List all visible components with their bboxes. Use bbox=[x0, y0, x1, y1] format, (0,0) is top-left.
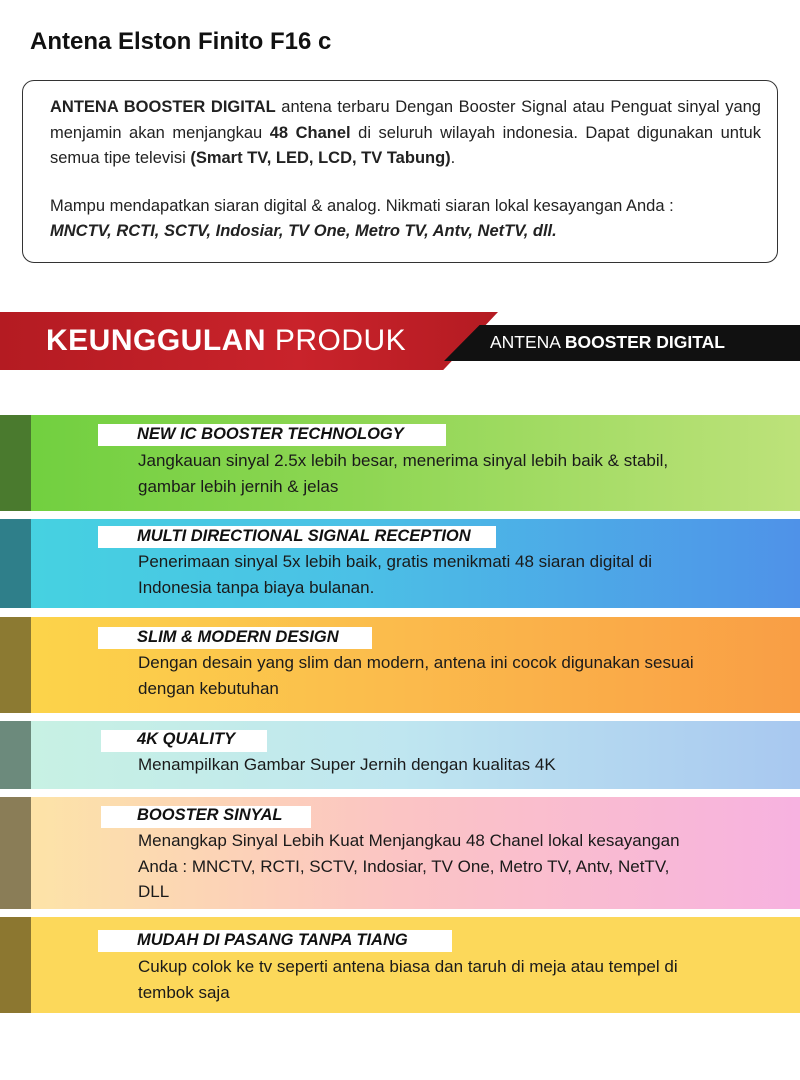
intro-tv-types: (Smart TV, LED, LCD, TV Tabung) bbox=[190, 149, 451, 167]
intro-channel-list: MNCTV, RCTI, SCTV, Indosiar, TV One, Metro TV, Antv, NetTV, dll. bbox=[50, 222, 557, 240]
banner-subtitle-light: ANTENA bbox=[490, 332, 565, 352]
intro-channel-count: 48 Chanel bbox=[269, 123, 351, 142]
banner-title-bold: KEUNGGULAN bbox=[46, 324, 266, 357]
feature-ic-booster bbox=[0, 415, 800, 511]
feature-heading: 4K QUALITY bbox=[137, 730, 236, 748]
section-banner-subtitle bbox=[490, 332, 725, 353]
feature-accent bbox=[0, 519, 31, 608]
intro-end: . bbox=[450, 149, 456, 167]
intro-paragraph-2 bbox=[50, 194, 761, 245]
feature-heading: NEW IC BOOSTER TECHNOLOGY bbox=[137, 425, 404, 443]
feature-heading: BOOSTER SINYAL bbox=[137, 806, 283, 824]
feature-accent bbox=[0, 415, 31, 511]
feature-heading: MULTI DIRECTIONAL SIGNAL RECEPTION bbox=[137, 527, 471, 545]
feature-description: Penerimaan sinyal 5x lebih baik, gratis menikmati 48 siaran digital di Indonesia tanpa biaya bulanan. bbox=[138, 552, 653, 597]
page-title: Antena Elston Finito F16 c bbox=[30, 28, 332, 55]
feature-description: Menampilkan Gambar Super Jernih dengan kualitas 4K bbox=[138, 755, 556, 774]
feature-description: Menangkap Sinyal Lebih Kuat Menjangkau 48 Chanel lokal kesayangan Anda : MNCTV, RCTI, SCTV, Indosiar, TV One, Metro TV, Antv, NetTV, DLL bbox=[138, 831, 680, 901]
feature-mudah-dipasang bbox=[0, 917, 800, 1013]
feature-multi-directional bbox=[0, 519, 800, 608]
feature-description: Dengan desain yang slim dan modern, antena ini cocok digunakan sesuai dengan kebutuhan bbox=[138, 653, 694, 698]
banner-title-light: PRODUK bbox=[266, 324, 407, 357]
feature-accent bbox=[0, 721, 31, 789]
feature-heading: SLIM & MODERN DESIGN bbox=[137, 628, 339, 646]
intro-box bbox=[22, 80, 778, 263]
intro-brand: ANTENA BOOSTER DIGITAL bbox=[50, 98, 276, 116]
feature-accent bbox=[0, 617, 31, 713]
intro-text-1: antena terbaru Dengan Booster Signal atau Penguat sinyal yang menjamin akan menjangkau bbox=[50, 98, 761, 142]
feature-accent bbox=[0, 917, 31, 1013]
feature-heading: MUDAH DI PASANG TANPA TIANG bbox=[137, 931, 408, 949]
section-banner-title bbox=[46, 324, 406, 358]
feature-booster-sinyal bbox=[0, 797, 800, 909]
feature-description: Jangkauan sinyal 2.5x lebih besar, menerima sinyal lebih baik & stabil, gambar lebih jernih & jelas bbox=[138, 451, 669, 496]
feature-accent bbox=[0, 797, 31, 909]
feature-slim-design bbox=[0, 617, 800, 713]
feature-4k-quality bbox=[0, 721, 800, 789]
intro-text-2: di seluruh wilayah indonesia. Dapat digunakan untuk semua tipe televisi bbox=[50, 123, 761, 167]
intro-paragraph-1 bbox=[50, 95, 761, 172]
banner-subtitle-bold: BOOSTER DIGITAL bbox=[564, 332, 725, 352]
intro-text-3: Mampu mendapatkan siaran digital & analog. Nikmati siaran lokal kesayangan Anda : bbox=[50, 196, 674, 215]
feature-description: Cukup colok ke tv seperti antena biasa dan taruh di meja atau tempel di tembok saja bbox=[138, 957, 678, 1002]
